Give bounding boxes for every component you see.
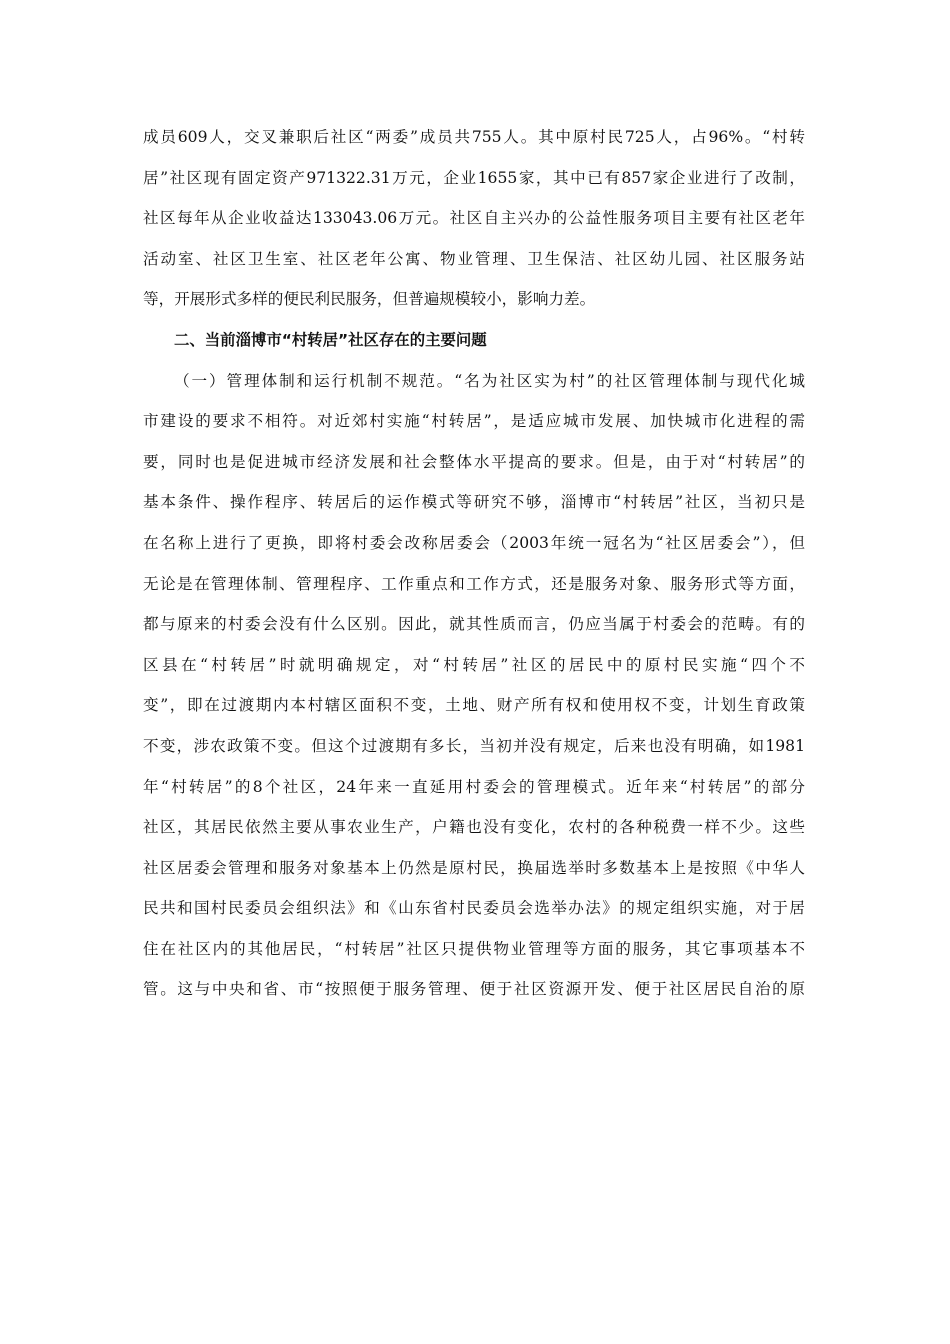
- paragraph-2: [143, 361, 805, 1011]
- text-line: 区县在“村转居”时就明确规定，对“村转居”社区的居民中的原村民实施“四个不: [143, 655, 805, 674]
- text-line: 年“村转居”的8个社区，24年来一直延用村委会的管理模式。近年来“村转居”的部分: [143, 777, 805, 796]
- text-line: 变”，即在过渡期内本村辖区面积不变，土地、财产所有权和使用权不变，计划生育政策: [143, 696, 805, 715]
- text-line: 等，开展形式多样的便民利民服务，但普遍规模较小，影响力差。: [143, 290, 596, 309]
- text-line: （一）管理体制和运行机制不规范。“名为社区实为村”的社区管理体制与现代化城: [174, 371, 805, 390]
- text-line: 管。这与中央和省、市“按照便于服务管理、便于社区资源开发、便于社区居民自治的原: [143, 980, 805, 999]
- text-line: 社区每年从企业收益达133043.06万元。社区自主兴办的公益性服务项目主要有社区老年: [143, 209, 805, 228]
- text-line: 在名称上进行了更换，即将村委会改称居委会（2003年统一冠名为“社区居委会”），但: [143, 533, 805, 552]
- text-line: 住在社区内的其他居民，“村转居”社区只提供物业管理等方面的服务，其它事项基本不: [143, 939, 805, 958]
- document-body: [143, 117, 805, 1010]
- text-line: 社区居委会管理和服务对象基本上仍然是原村民，换届选举时多数基本上是按照《中华人: [143, 858, 805, 877]
- text-line: 市建设的要求不相符。对近郊村实施“村转居”，是适应城市发展、加快城市化进程的需: [143, 412, 805, 431]
- text-line: 居”社区现有固定资产971322.31万元，企业1655家，其中已有857家企业进行了改制，: [143, 168, 805, 187]
- text-line: 不变，涉农政策不变。但这个过渡期有多长，当初并没有规定，后来也没有明确，如1981: [143, 736, 805, 755]
- text-line: 民共和国村民委员会组织法》和《山东省村民委员会选举办法》的规定组织实施，对于居: [143, 899, 805, 918]
- text-line: 都与原来的村委会没有什么区别。因此，就其性质而言，仍应当属于村委会的范畴。有的: [143, 615, 805, 634]
- text-line: 无论是在管理体制、管理程序、工作重点和工作方式，还是服务对象、服务形式等方面，: [143, 574, 805, 593]
- paragraph-1: [143, 117, 805, 320]
- text-line: 社区，其居民依然主要从事农业生产，户籍也没有变化，农村的各种税费一样不少。这些: [143, 818, 805, 837]
- text-line: 要，同时也是促进城市经济发展和社会整体水平提高的要求。但是，由于对“村转居”的: [143, 452, 805, 471]
- text-line: 活动室、社区卫生室、社区老年公寓、物业管理、卫生保洁、社区幼儿园、社区服务站: [143, 249, 805, 268]
- text-line: 成员609人，交叉兼职后社区“两委”成员共755人。其中原村民725人，占96%。“村转: [143, 128, 805, 146]
- text-line: 基本条件、操作程序、转居后的运作模式等研究不够，淄博市“村转居”社区，当初只是: [143, 493, 805, 512]
- section-heading: 二、当前淄博市“村转居”社区存在的主要问题: [174, 330, 487, 349]
